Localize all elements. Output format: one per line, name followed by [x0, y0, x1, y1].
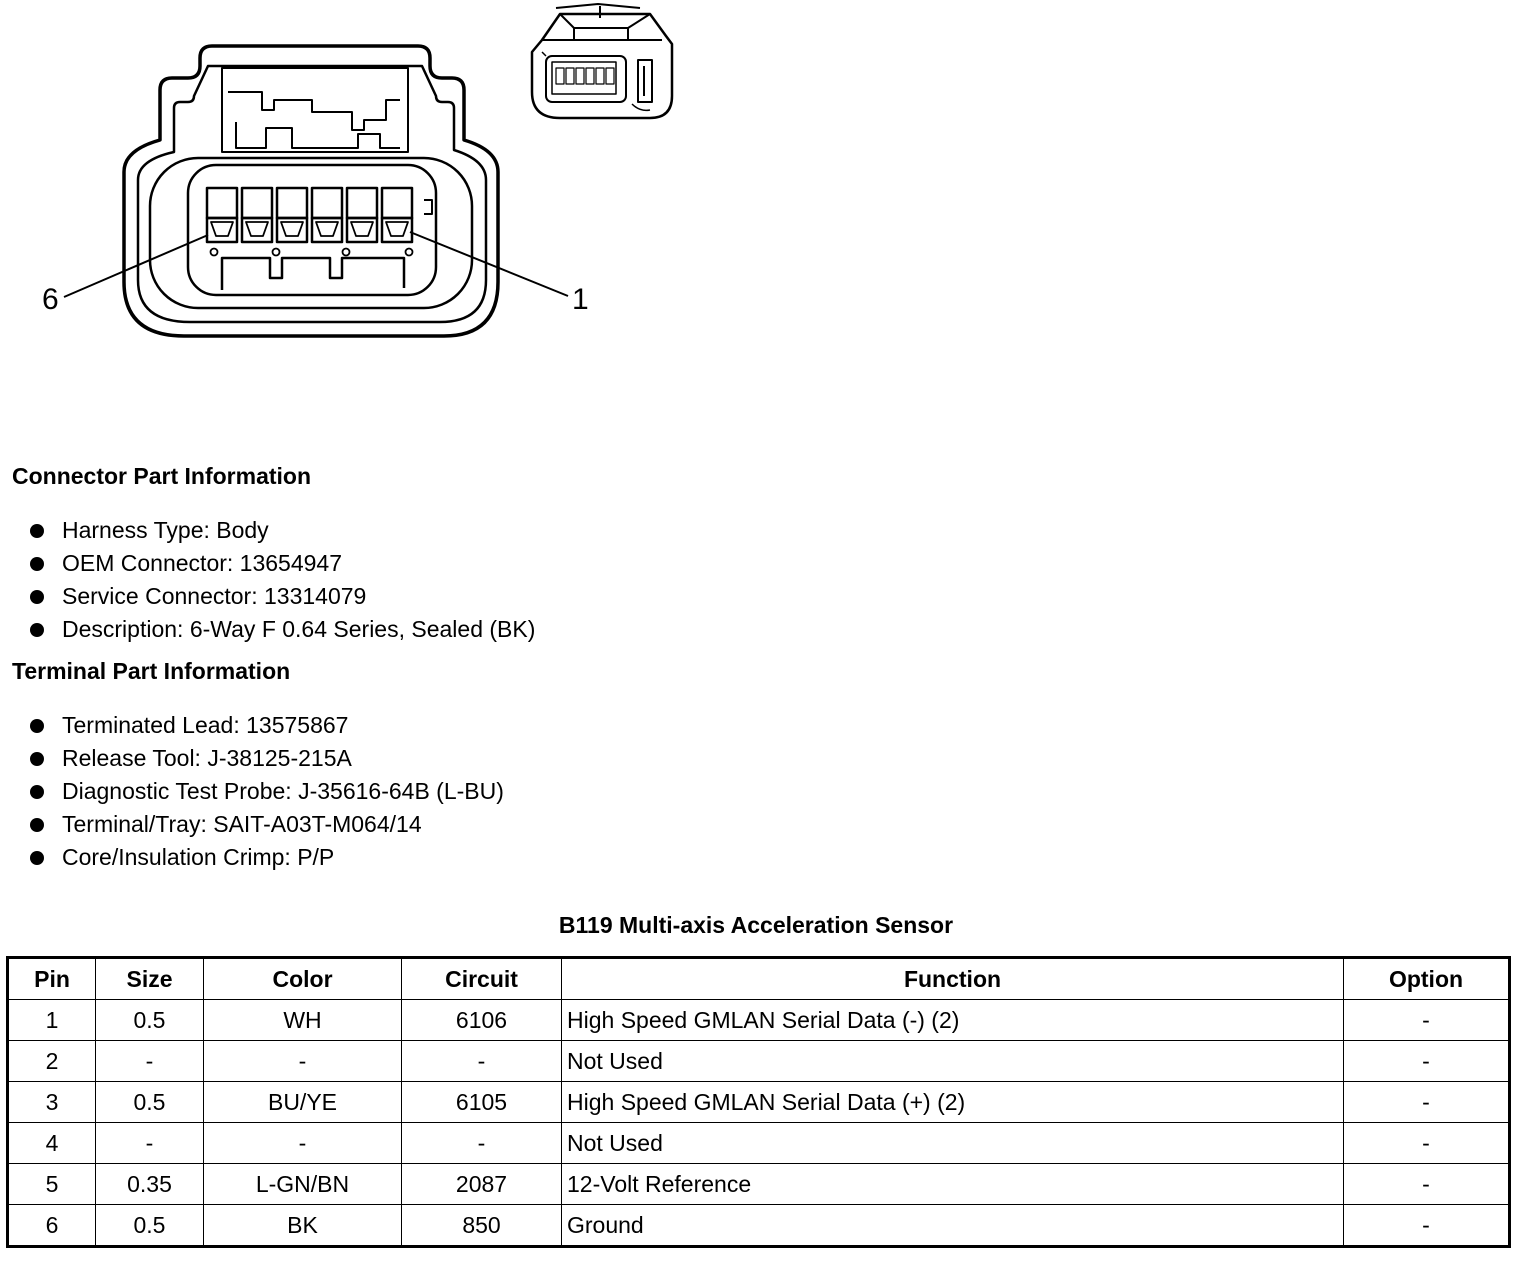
cell-pin: 3: [8, 1082, 96, 1123]
bullet-icon: [30, 785, 44, 799]
table-row: [8, 1205, 1510, 1247]
list-item: OEM Connector: 13654947: [30, 547, 535, 580]
list-item: Harness Type: Body: [30, 514, 535, 547]
table-row: [8, 1082, 1510, 1123]
cell-color: L-GN/BN: [204, 1164, 402, 1205]
pin-label-6: 6: [42, 283, 59, 316]
bullet-icon: [30, 851, 44, 865]
cell-option: -: [1344, 1082, 1510, 1123]
cell-function: Not Used: [562, 1041, 1344, 1082]
connector-info-list: [30, 514, 535, 646]
list-item: Description: 6-Way F 0.64 Series, Sealed (BK): [30, 613, 535, 646]
list-item: Service Connector: 13314079: [30, 580, 535, 613]
pinout-table: [6, 956, 1511, 1248]
table-row: [8, 1123, 1510, 1164]
cell-circuit: -: [402, 1123, 562, 1164]
cell-color: WH: [204, 1000, 402, 1041]
terminal-info-list: [30, 709, 504, 874]
connector-info-title: Connector Part Information: [12, 463, 312, 489]
bullet-icon: [30, 623, 44, 637]
cell-color: -: [204, 1041, 402, 1082]
bullet-icon: [30, 590, 44, 604]
bullet-icon: [30, 557, 44, 571]
cell-color: BK: [204, 1205, 402, 1247]
cell-pin: 4: [8, 1123, 96, 1164]
cell-circuit: 6105: [402, 1082, 562, 1123]
bullet-icon: [30, 818, 44, 832]
col-header-function: Function: [562, 958, 1344, 1000]
table-title: B119 Multi-axis Acceleration Sensor: [558, 912, 954, 938]
cell-pin: 1: [8, 1000, 96, 1041]
cell-function: High Speed GMLAN Serial Data (-) (2): [562, 1000, 1344, 1041]
cell-color: -: [204, 1123, 402, 1164]
table-header-row: [8, 958, 1510, 1000]
cell-option: -: [1344, 1000, 1510, 1041]
cell-size: 0.5: [96, 1205, 204, 1247]
col-header-option: Option: [1344, 958, 1510, 1000]
list-item: Terminal/Tray: SAIT-A03T-M064/14: [30, 808, 504, 841]
cell-size: -: [96, 1041, 204, 1082]
list-item: Diagnostic Test Probe: J-35616-64B (L-BU): [30, 775, 504, 808]
cell-size: 0.35: [96, 1164, 204, 1205]
pin-label-1: 1: [572, 283, 589, 316]
cell-option: -: [1344, 1123, 1510, 1164]
cell-pin: 2: [8, 1041, 96, 1082]
cell-size: 0.5: [96, 1000, 204, 1041]
col-header-size: Size: [96, 958, 204, 1000]
list-item: Core/Insulation Crimp: P/P: [30, 841, 504, 874]
table-row: [8, 1164, 1510, 1205]
terminal-info-title: Terminal Part Information: [12, 658, 291, 684]
cell-option: -: [1344, 1041, 1510, 1082]
cell-option: -: [1344, 1164, 1510, 1205]
cell-circuit: 6106: [402, 1000, 562, 1041]
cell-color: BU/YE: [204, 1082, 402, 1123]
cell-function: High Speed GMLAN Serial Data (+) (2): [562, 1082, 1344, 1123]
cell-circuit: 850: [402, 1205, 562, 1247]
cell-circuit: 2087: [402, 1164, 562, 1205]
list-item: Terminated Lead: 13575867: [30, 709, 504, 742]
table-row: [8, 1041, 1510, 1082]
col-header-pin: Pin: [8, 958, 96, 1000]
col-header-circuit: Circuit: [402, 958, 562, 1000]
cell-function: Ground: [562, 1205, 1344, 1247]
bullet-icon: [30, 524, 44, 538]
cell-option: -: [1344, 1205, 1510, 1247]
cell-size: 0.5: [96, 1082, 204, 1123]
cell-size: -: [96, 1123, 204, 1164]
connector-3d-icon: [532, 4, 672, 118]
bullet-icon: [30, 752, 44, 766]
cell-function: Not Used: [562, 1123, 1344, 1164]
connector-diagram: [0, 0, 720, 420]
cell-circuit: -: [402, 1041, 562, 1082]
col-header-color: Color: [204, 958, 402, 1000]
bullet-icon: [30, 719, 44, 733]
list-item: Release Tool: J-38125-215A: [30, 742, 504, 775]
cell-pin: 6: [8, 1205, 96, 1247]
connector-face-icon: [64, 46, 568, 336]
table-row: [8, 1000, 1510, 1041]
cell-function: 12-Volt Reference: [562, 1164, 1344, 1205]
cell-pin: 5: [8, 1164, 96, 1205]
